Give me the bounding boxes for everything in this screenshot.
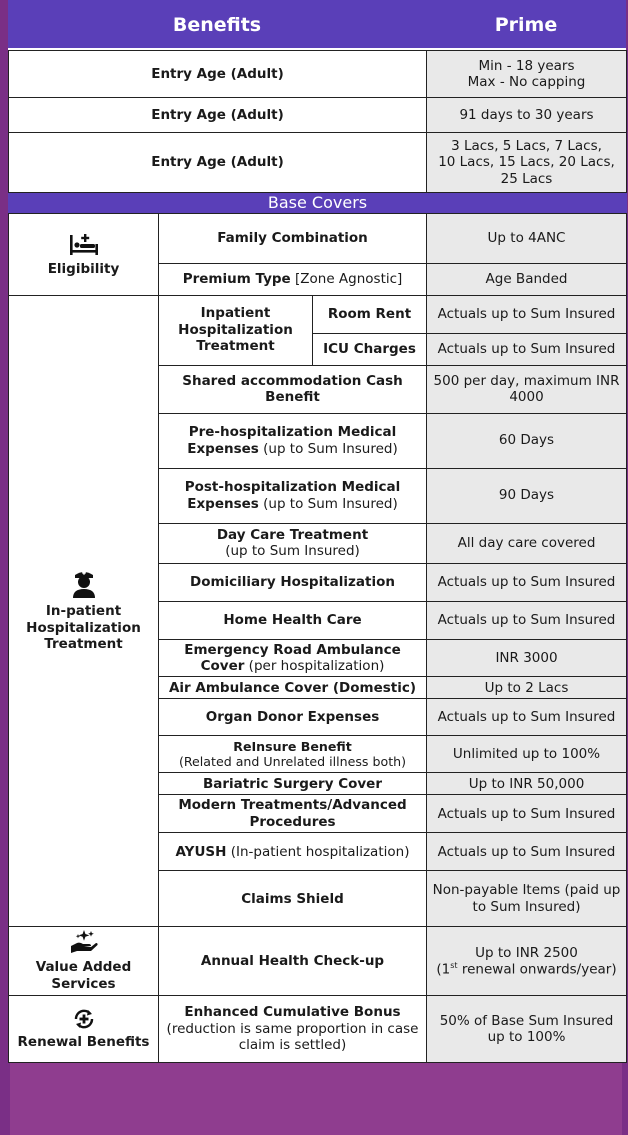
benefit-value: INR 3000	[427, 639, 627, 677]
benefit-label: Claims Shield	[159, 871, 427, 927]
benefit-value: Up to INR 50,000	[427, 773, 627, 795]
benefit-label: Modern Treatments/Advanced Procedures	[159, 795, 427, 833]
benefit-value: 500 per day, maximum INR 4000	[427, 365, 627, 413]
renewal-label: Renewal Benefits	[17, 1033, 150, 1050]
benefit-label: Air Ambulance Cover (Domestic)	[159, 677, 427, 699]
benefit-value: 90 Days	[427, 468, 627, 523]
benefit-label: Pre-hospitalization Medical Expenses (up to Sum Insured)	[159, 413, 427, 468]
base-covers-band: Base Covers	[9, 193, 627, 214]
renewal-plus-icon	[72, 1008, 96, 1030]
table-row	[9, 133, 627, 193]
benefit-value: Up to 4ANC	[427, 213, 627, 263]
benefit-value: Up to 2 Lacs	[427, 677, 627, 699]
table-row	[9, 295, 627, 333]
benefit-label: ReInsure Benefit (Related and Unrelated illness both)	[159, 736, 427, 773]
benefit-label: Family Combination	[159, 213, 427, 263]
inpatient-treatment-label: Inpatient Hospitalization Treatment	[159, 295, 313, 365]
benefit-value: Actuals up to Sum Insured	[427, 563, 627, 601]
header-benefits: Benefits	[172, 14, 262, 36]
room-rent-label: Room Rent	[313, 295, 427, 333]
eligibility-label: Eligibility	[47, 260, 120, 277]
room-rent-value: Actuals up to Sum Insured	[427, 295, 627, 333]
table-row	[9, 213, 627, 263]
value-added-cell	[9, 927, 159, 996]
benefit-label: Shared accommodation Cash Benefit	[159, 365, 427, 413]
benefit-label: Day Care Treatment (up to Sum Insured)	[159, 523, 427, 563]
benefit-value: Actuals up to Sum Insured	[427, 699, 627, 736]
section-band	[9, 193, 627, 214]
benefit-label: Post-hospitalization Medical Expenses (up to Sum Insured)	[159, 468, 427, 523]
benefit-label: Organ Donor Expenses	[159, 699, 427, 736]
benefit-label: Bariatric Surgery Cover	[159, 773, 427, 795]
benefit-value: Actuals up to Sum Insured	[427, 601, 627, 639]
benefit-label: Entry Age (Adult)	[9, 51, 427, 98]
benefit-value: 3 Lacs, 5 Lacs, 7 Lacs, 10 Lacs, 15 Lacs, 20 Lacs, 25 Lacs	[427, 133, 627, 193]
benefit-label: Emergency Road Ambulance Cover (per hospitalization)	[159, 639, 427, 677]
benefit-value: Non-payable Items (paid up to Sum Insured)	[427, 871, 627, 927]
renewal-cell	[9, 996, 159, 1063]
benefit-label: AYUSH (In-patient hospitalization)	[159, 833, 427, 871]
benefit-value: 50% of Base Sum Insured up to 100%	[427, 996, 627, 1063]
table-row	[9, 927, 627, 996]
benefits-table	[8, 50, 627, 1063]
benefit-value: Unlimited up to 100%	[427, 736, 627, 773]
benefit-value: Min - 18 years Max - No capping	[427, 51, 627, 98]
benefit-label: Annual Health Check-up	[159, 927, 427, 996]
benefit-value: All day care covered	[427, 523, 627, 563]
benefit-value: 91 days to 30 years	[427, 98, 627, 133]
benefit-label: Enhanced Cumulative Bonus (reduction is same proportion in case claim is settled)	[159, 996, 427, 1063]
benefit-value: Up to INR 2500 (1st renewal onwards/year)	[427, 927, 627, 996]
benefit-label: Home Health Care	[159, 601, 427, 639]
table-header	[8, 0, 626, 50]
icu-value: Actuals up to Sum Insured	[427, 333, 627, 365]
benefit-value: Age Banded	[427, 263, 627, 295]
inpatient-cell	[9, 295, 159, 927]
sparkle-hand-icon	[69, 929, 99, 955]
benefit-label: Entry Age (Adult)	[9, 133, 427, 193]
table-row	[9, 51, 627, 98]
inpatient-label: In-patient Hospitalization Treatment	[26, 602, 141, 653]
benefit-value: Actuals up to Sum Insured	[427, 833, 627, 871]
table-row	[9, 996, 627, 1063]
value-added-label: Value Added Services	[35, 959, 132, 993]
patient-bed-icon	[67, 231, 101, 257]
benefit-label: Domiciliary Hospitalization	[159, 563, 427, 601]
icu-label: ICU Charges	[313, 333, 427, 365]
doctor-icon	[71, 569, 97, 599]
header-prime: Prime	[494, 14, 558, 36]
benefit-value: Actuals up to Sum Insured	[427, 795, 627, 833]
table-row	[9, 98, 627, 133]
eligibility-cell	[9, 213, 159, 295]
benefit-label: Entry Age (Adult)	[9, 98, 427, 133]
benefit-value: 60 Days	[427, 413, 627, 468]
benefit-label: Premium Type [Zone Agnostic]	[159, 263, 427, 295]
